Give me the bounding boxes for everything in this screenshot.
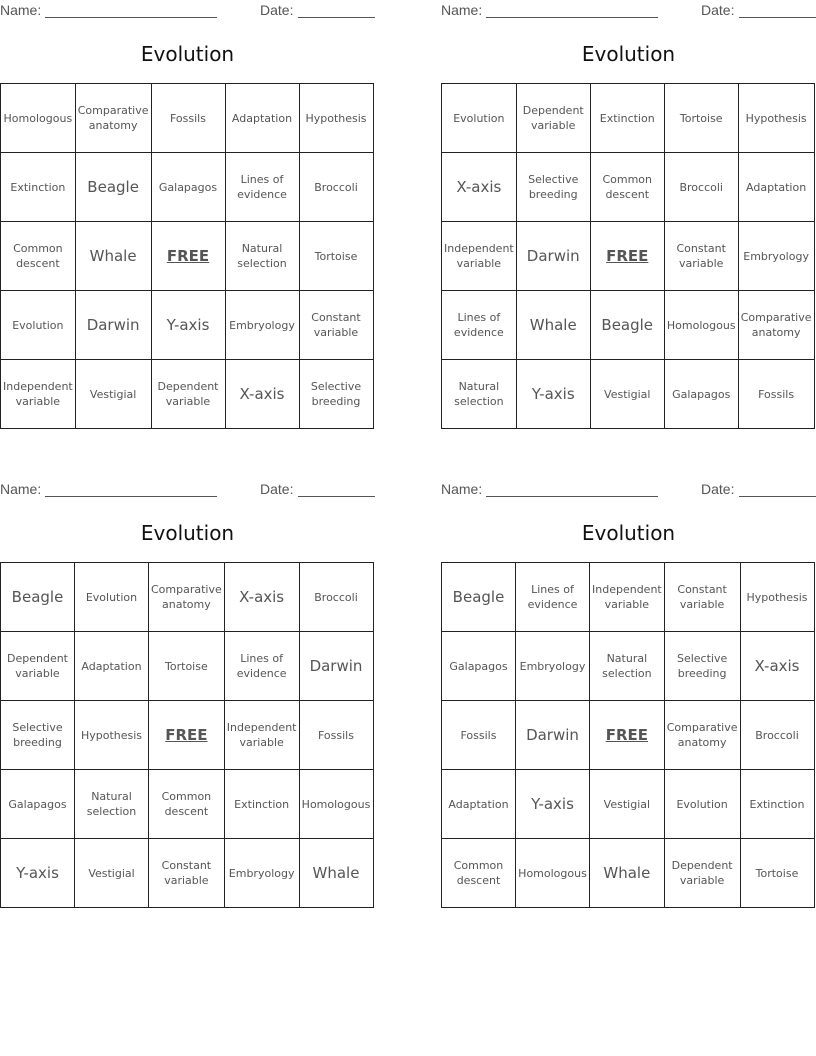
bingo-cell: Vestigial [75,360,151,429]
bingo-cell: Galapagos [442,632,516,701]
grid-row [442,84,815,153]
bingo-cell: Whale [299,839,373,908]
name-blank [45,496,217,497]
bingo-cell: Darwin [516,222,590,291]
date-label: Date: [701,481,735,497]
bingo-cell: Independent variable [224,701,299,770]
bingo-cell: X-axis [442,153,517,222]
date-label: Date: [260,481,294,497]
bingo-cell: Dependent variable [516,84,590,153]
grid-row [1,563,374,632]
bingo-cell: Natural selection [442,360,517,429]
grid-row [1,701,374,770]
bingo-cell: Independent variable [590,563,665,632]
bingo-cell: Adaptation [738,153,814,222]
bingo-cell: Whale [590,839,665,908]
bingo-cell: Hypothesis [299,84,373,153]
grid-row [442,839,815,908]
bingo-cell: Constant variable [299,291,373,360]
free-space: FREE [590,222,664,291]
bingo-cell: Evolution [1,291,76,360]
grid-row [1,222,374,291]
bingo-cell: Embryology [225,291,299,360]
bingo-cell: Embryology [516,632,590,701]
name-label: Name: [0,2,42,18]
bingo-cell: Galapagos [1,770,75,839]
bingo-cell: Broccoli [299,153,373,222]
card-header [441,481,816,499]
name-label: Name: [0,481,42,497]
card-title: Evolution [581,521,676,545]
card-title: Evolution [140,521,235,545]
grid-row [442,291,815,360]
bingo-cell: Extinction [224,770,299,839]
bingo-cell: Beagle [442,563,516,632]
bingo-cell: Adaptation [225,84,299,153]
bingo-cell: Adaptation [75,632,149,701]
bingo-cell: Darwin [516,701,590,770]
name-blank [486,496,658,497]
date-label: Date: [701,2,735,18]
grid-row [442,701,815,770]
bingo-cell: Comparative anatomy [149,563,225,632]
bingo-cell: Broccoli [740,701,814,770]
bingo-cell: Comparative anatomy [664,701,740,770]
bingo-cell: Vestigial [590,360,664,429]
bingo-cell: Embryology [738,222,814,291]
bingo-cell: Common descent [1,222,76,291]
bingo-cell: Selective breeding [516,153,590,222]
bingo-cell: Homologous [664,291,738,360]
date-blank [298,17,375,18]
grid-row [1,153,374,222]
bingo-cell: Beagle [590,291,664,360]
grid-row [442,360,815,429]
bingo-cell: Natural selection [590,632,665,701]
date-label: Date: [260,2,294,18]
bingo-cell: Dependent variable [151,360,225,429]
free-space: FREE [151,222,225,291]
grid-row [442,632,815,701]
grid-row [1,770,374,839]
bingo-cell: Whale [516,291,590,360]
bingo-grid [0,83,374,429]
bingo-cell: Darwin [299,632,373,701]
bingo-cell: Tortoise [664,84,738,153]
name-label: Name: [441,2,483,18]
bingo-cell: Common descent [442,839,516,908]
bingo-cell: Constant variable [664,222,738,291]
bingo-cell: Homologous [1,84,76,153]
bingo-cell: Lines of evidence [516,563,590,632]
date-blank [739,17,816,18]
bingo-cell: Adaptation [442,770,516,839]
bingo-cell: Tortoise [149,632,225,701]
grid-row [1,84,374,153]
free-space: FREE [590,701,665,770]
bingo-cell: Selective breeding [299,360,373,429]
bingo-cell: Darwin [75,291,151,360]
card-header [0,481,375,499]
bingo-cell: Independent variable [1,360,76,429]
bingo-cell: Dependent variable [1,632,75,701]
bingo-cell: Comparative anatomy [738,291,814,360]
bingo-cell: Extinction [740,770,814,839]
grid-row [442,563,815,632]
grid-row [442,153,815,222]
bingo-cell: X-axis [225,360,299,429]
free-space: FREE [149,701,225,770]
bingo-cell: Broccoli [664,153,738,222]
bingo-cell: Fossils [299,701,373,770]
bingo-cell: Homologous [299,770,373,839]
bingo-cell: Galapagos [664,360,738,429]
bingo-cell: Natural selection [225,222,299,291]
bingo-cell: Selective breeding [1,701,75,770]
bingo-cell: Vestigial [590,770,665,839]
bingo-cell: Fossils [442,701,516,770]
bingo-cell: Y-axis [151,291,225,360]
grid-row [1,839,374,908]
bingo-cell: Common descent [149,770,225,839]
bingo-cell: Constant variable [149,839,225,908]
bingo-cell: X-axis [740,632,814,701]
bingo-cell: Fossils [738,360,814,429]
bingo-cell: Hypothesis [738,84,814,153]
card-title: Evolution [581,42,676,66]
name-blank [45,17,217,18]
bingo-cell: Extinction [590,84,664,153]
bingo-cell: Independent variable [442,222,517,291]
card-title: Evolution [140,42,235,66]
bingo-cell: Fossils [151,84,225,153]
bingo-cell: Lines of evidence [225,153,299,222]
grid-row [1,291,374,360]
bingo-cell: Constant variable [664,563,740,632]
bingo-cell: Natural selection [75,770,149,839]
name-label: Name: [441,481,483,497]
bingo-cell: Whale [75,222,151,291]
bingo-cell: Evolution [442,84,517,153]
bingo-cell: Dependent variable [664,839,740,908]
bingo-cell: Comparative anatomy [75,84,151,153]
name-blank [486,17,658,18]
grid-row [1,632,374,701]
card-header [441,2,816,20]
card-header [0,2,375,20]
bingo-cell: Homologous [516,839,590,908]
bingo-cell: Y-axis [516,770,590,839]
bingo-cell: Hypothesis [75,701,149,770]
bingo-cell: Lines of evidence [224,632,299,701]
bingo-cell: Common descent [590,153,664,222]
bingo-cell: Galapagos [151,153,225,222]
bingo-cell: Beagle [75,153,151,222]
bingo-grid [441,562,815,908]
bingo-cell: Broccoli [299,563,373,632]
bingo-cell: Hypothesis [740,563,814,632]
bingo-cell: Y-axis [1,839,75,908]
grid-row [442,770,815,839]
bingo-cell: Beagle [1,563,75,632]
bingo-grid [0,562,374,908]
bingo-cell: Evolution [664,770,740,839]
bingo-cell: Embryology [224,839,299,908]
grid-row [442,222,815,291]
bingo-cell: Vestigial [75,839,149,908]
date-blank [298,496,375,497]
bingo-cell: Lines of evidence [442,291,517,360]
bingo-cell: Tortoise [299,222,373,291]
bingo-cell: Y-axis [516,360,590,429]
bingo-cell: Tortoise [740,839,814,908]
bingo-cell: Evolution [75,563,149,632]
date-blank [739,496,816,497]
bingo-grid [441,83,815,429]
bingo-cell: Extinction [1,153,76,222]
bingo-cell: Selective breeding [664,632,740,701]
bingo-cell: X-axis [224,563,299,632]
grid-row [1,360,374,429]
